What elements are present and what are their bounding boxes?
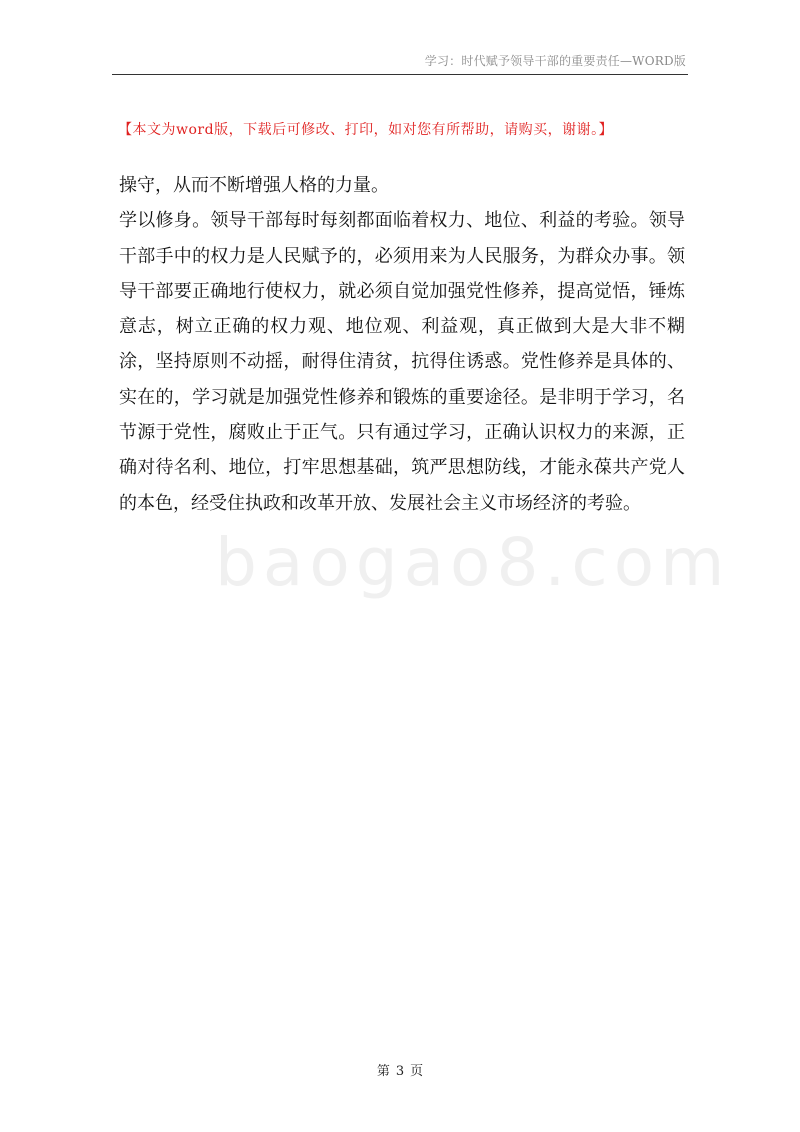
purchase-notice: 【本文为word版，下载后可修改、打印，如对您有所帮助，请购买，谢谢。】 (118, 122, 614, 138)
page-footer (0, 1060, 800, 1079)
header-divider (112, 74, 688, 75)
body-paragraph: 学以修身。领导干部每时每刻都面临着权力、地位、利益的考验。领导干部手中的权力是人民赋予的，必须用来为人民服务，为群众办事。领导干部要正确地行使权力，就必须自觉加强党性修养，提高觉悟，锤炼意志，树立正确的权力观、地位观、利益观，真正做到大是大非不糊涂，坚持原则不动摇，耐得住清贫，抗得住诱惑。党性修养是具体的、实在的，学习就是加强党性修养和锻炼的重要途径。是非明于学习，名节源于党性，腐败止于正气。只有通过学习，正确认识权力的来源，正确对待名利、地位，打牢思想基础，筑严思想防线，才能永葆共产党人的本色，经受住执政和改革开放、发展社会主义市场经济的考验。 (119, 210, 685, 514)
page-label-prefix: 第 (376, 1064, 390, 1079)
page-number: 3 (395, 1064, 405, 1079)
page-header-title: 学习：时代赋予领导干部的重要责任—WORD版 (424, 54, 686, 68)
page-label-suffix: 页 (410, 1064, 424, 1079)
document-body (119, 168, 685, 521)
body-paragraph: 操守，从而不断增强人格的力量。 (119, 175, 389, 196)
watermark: baogao8.com (215, 524, 731, 601)
